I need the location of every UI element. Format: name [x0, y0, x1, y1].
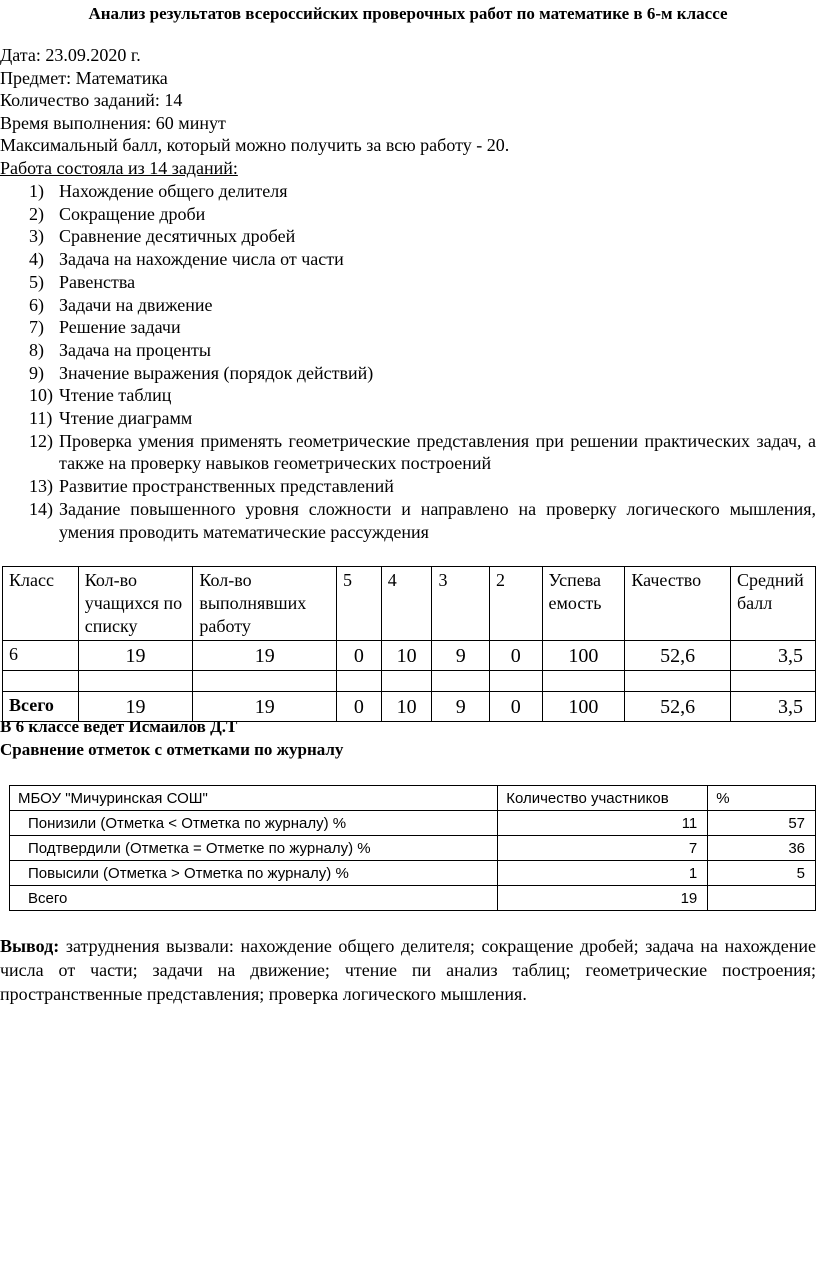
task-number: 11)	[29, 408, 53, 429]
table-cell: Подтвердили (Отметка = Отметке по журналу) %	[10, 836, 498, 861]
list-item	[0, 294, 816, 317]
table-cell	[193, 671, 337, 692]
conclusion-paragraph	[0, 934, 816, 1006]
table-cell	[78, 671, 193, 692]
table-row	[10, 836, 816, 861]
task-number: 5)	[29, 271, 44, 292]
table-cell	[337, 671, 382, 692]
table-cell: 19	[78, 692, 193, 722]
task-number: 13)	[29, 476, 53, 497]
task-text: Задача на проценты	[59, 339, 211, 360]
task-number: 7)	[29, 317, 44, 338]
list-item	[0, 407, 816, 430]
header-cell: 2	[489, 567, 542, 641]
task-text: Решение задачи	[59, 317, 181, 338]
table-cell: 19	[498, 886, 708, 911]
table-cell: 9	[432, 692, 490, 722]
task-text: Сокращение дроби	[59, 203, 206, 224]
conclusion-label: Вывод:	[0, 936, 60, 956]
header-cell: Успева емость	[542, 567, 625, 641]
list-item	[0, 180, 816, 203]
table-cell: 0	[337, 692, 382, 722]
table-cell: Повысили (Отметка > Отметка по журналу) %	[10, 861, 498, 886]
task-number: 6)	[29, 294, 44, 315]
table-cell: 57	[708, 811, 816, 836]
table-cell: 36	[708, 836, 816, 861]
task-number: 3)	[29, 226, 44, 247]
table-row	[3, 641, 816, 671]
list-item	[0, 271, 816, 294]
list-item	[0, 384, 816, 407]
list-item	[0, 225, 816, 248]
task-number: 9)	[29, 362, 44, 383]
table-cell	[542, 671, 625, 692]
table-header-row	[3, 567, 816, 641]
comparison-table	[9, 785, 816, 911]
task-text: Проверка умения применять геометрические представления при решении практических задач, а также на проверку навыков геометрических построений	[59, 430, 816, 474]
date-line: Дата: 23.09.2020 г.	[0, 45, 141, 65]
list-item	[0, 498, 816, 543]
header-cell: Класс	[3, 567, 79, 641]
task-text: Нахождение общего делителя	[59, 181, 288, 201]
table-cell: 52,6	[625, 641, 731, 671]
table-cell: 19	[193, 641, 337, 671]
task-text: Сравнение десятичных дробей	[59, 226, 296, 247]
table-cell	[708, 886, 816, 911]
task-text: Задача на нахождение числа от части	[59, 249, 344, 270]
header-cell: Средний балл	[730, 567, 815, 641]
table-row	[10, 811, 816, 836]
list-item	[0, 362, 816, 385]
header-cell: Количество участников	[498, 786, 708, 811]
task-text: Чтение диаграмм	[59, 408, 193, 429]
table-row	[10, 861, 816, 886]
table-cell: 9	[432, 641, 490, 671]
table-cell: 3,5	[730, 641, 815, 671]
meta-block	[0, 44, 509, 179]
task-number: 4)	[29, 249, 44, 270]
task-text: Задание повышенного уровня сложности и направлено на проверку логического мышления, умения проводить математические рассуждения	[59, 498, 816, 542]
header-cell: Кол-во выполнявших работу	[193, 567, 337, 641]
duration-line: Время выполнения: 60 минут	[0, 112, 226, 133]
table-cell: 10	[381, 641, 432, 671]
header-cell: Качество	[625, 567, 731, 641]
table-cell: 7	[498, 836, 708, 861]
table-cell: 1	[498, 861, 708, 886]
table-cell: 100	[542, 692, 625, 722]
table-cell	[3, 671, 79, 692]
task-number: 8)	[29, 339, 44, 360]
table-cell: 10	[381, 692, 432, 722]
task-number: 1)	[29, 181, 44, 201]
max-score-line: Максимальный балл, который можно получить за всю работу - 20.	[0, 135, 510, 155]
list-item	[0, 316, 816, 339]
table-cell: 19	[78, 641, 193, 671]
conclusion-text: затруднения вызвали: нахождение общего делителя; сокращение дробей; задача на нахождение числа от части; задачи на движение; чтение пи анализ таблиц; геометрические построения; пространственные представления; проверка логического мышления.	[0, 936, 816, 1004]
list-item	[0, 339, 816, 362]
subject-line: Предмет: Математика	[0, 67, 168, 88]
table-cell: 52,6	[625, 692, 731, 722]
table-cell: 19	[193, 692, 337, 722]
table-cell	[730, 671, 815, 692]
table-cell	[489, 671, 542, 692]
teacher-line: В 6 классе ведет Исмаилов Д.Т	[0, 717, 238, 736]
list-item	[0, 430, 816, 475]
task-number: 12)	[29, 430, 53, 451]
list-item	[0, 475, 816, 498]
table-cell: 0	[489, 692, 542, 722]
table-row	[10, 886, 816, 911]
table-cell: 5	[708, 861, 816, 886]
task-text: Значение выражения (порядок действий)	[59, 362, 374, 383]
consists-line: Работа состояла из 14 заданий:	[0, 157, 238, 178]
header-cell: 4	[381, 567, 432, 641]
comparison-title: Сравнение отметок с отметками по журналу	[0, 740, 344, 759]
table-cell: 11	[498, 811, 708, 836]
table-cell	[381, 671, 432, 692]
task-text: Развитие пространственных представлений	[59, 476, 394, 497]
table-cell: Всего	[3, 692, 79, 722]
table-cell	[432, 671, 490, 692]
table-header-row	[10, 786, 816, 811]
header-cell: МБОУ "Мичуринская СОШ"	[10, 786, 498, 811]
task-text: Чтение таблиц	[59, 385, 172, 406]
task-number: 14)	[29, 498, 53, 519]
task-number: 2)	[29, 203, 44, 224]
table-row	[3, 671, 816, 692]
tasks-list	[0, 180, 816, 543]
table-cell: Понизили (Отметка < Отметка по журналу) %	[10, 811, 498, 836]
document-title: Анализ результатов всероссийских проверочных работ по математике в 6-м классе	[88, 4, 728, 23]
header-cell: Кол-во учащихся по списку	[78, 567, 193, 641]
task-number: 10)	[29, 385, 53, 406]
table-cell: 6	[3, 641, 79, 671]
tasks-count-line: Количество заданий: 14	[0, 90, 183, 110]
header-cell: 5	[337, 567, 382, 641]
list-item	[0, 248, 816, 271]
header-cell: %	[708, 786, 816, 811]
header-cell: 3	[432, 567, 490, 641]
task-text: Равенства	[59, 271, 136, 292]
task-text: Задачи на движение	[59, 294, 213, 315]
table-cell: 3,5	[730, 692, 815, 722]
table-cell	[625, 671, 731, 692]
table-cell: 0	[337, 641, 382, 671]
list-item	[0, 203, 816, 226]
table-cell: 0	[489, 641, 542, 671]
table-cell: Всего	[10, 886, 498, 911]
results-table	[2, 566, 816, 722]
table-cell: 100	[542, 641, 625, 671]
